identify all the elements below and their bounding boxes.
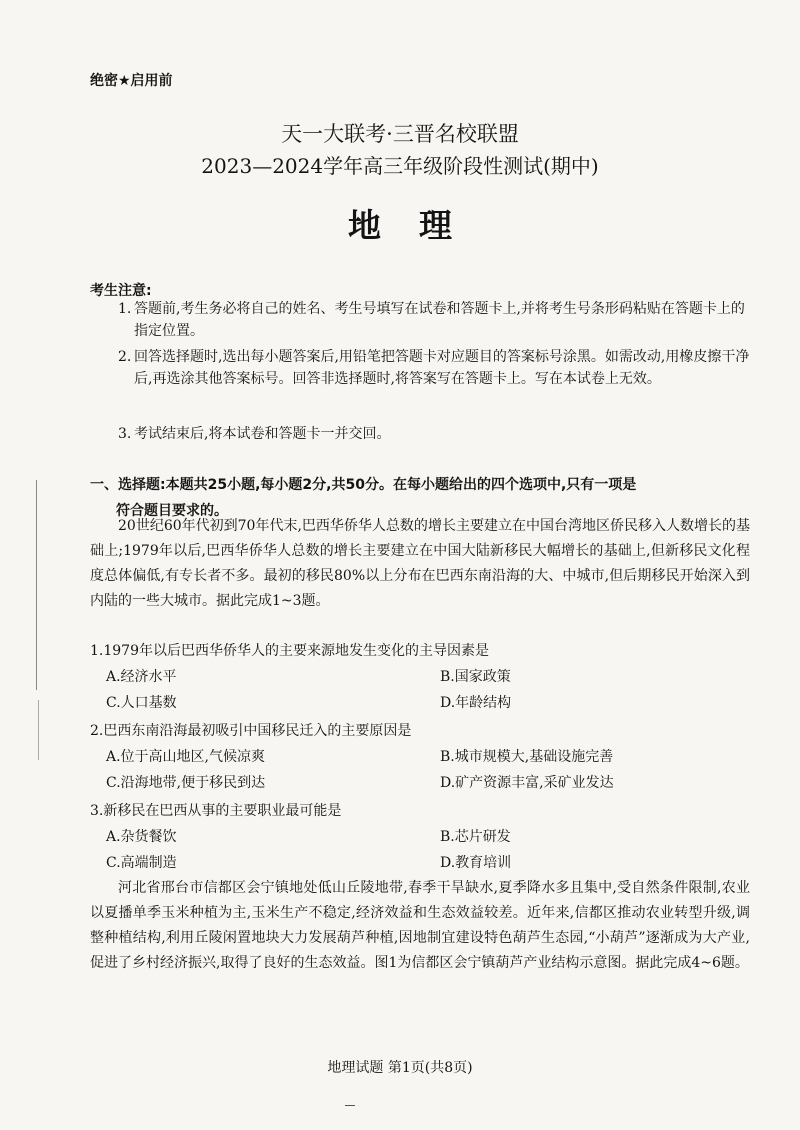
question-2-option-d: D.矿产资源丰富,采矿业发达 — [440, 775, 614, 791]
exam-title-line2: 2023—2024学年高三年级阶段性测试(期中) — [201, 154, 599, 178]
question-1-option-c: C.人口基数 — [106, 695, 177, 711]
question-2-stem: 2.巴西东南沿海最初吸引中国移民迁入的主要原因是 — [90, 723, 412, 739]
binding-margin-line — [38, 700, 39, 760]
notice-item — [118, 346, 758, 390]
passage-1: 20世纪60年代初到70年代末,巴西华侨华人总数的增长主要建立在中国台湾地区侨民移入人数增长的基础上;1979年以后,巴西华侨华人总数的增长主要建立在中国大陆新移民大幅增长的基础上,但新移民文化程度总体偏低,有专长者不多。最初的移民80%以上分布在巴西东南沿海的大、中城市,但后期移民开始深入到内陆的一些大城市。据此完成1~3题。 — [90, 518, 750, 609]
question-1-option-b: B.国家政策 — [440, 669, 511, 685]
scan-mark — [345, 1105, 355, 1106]
question-1-option-d: D.年龄结构 — [440, 695, 512, 711]
question-3-stem: 3.新移民在巴西从事的主要职业最可能是 — [90, 803, 342, 819]
notice-number: 3. — [118, 426, 132, 442]
notice-item — [118, 298, 758, 342]
notice-text: 答题前,考生务必将自己的姓名、考生号填写在试卷和答题卡上,并将考生号条形码粘贴在答题卡上的指定位置。 — [134, 301, 745, 339]
subject-title: 地理 — [348, 206, 490, 245]
page-footer: 地理试题 第1页(共8页) — [327, 1060, 473, 1076]
question-2-option-c: C.沿海地带,便于移民到达 — [106, 775, 266, 791]
binding-margin-line — [36, 480, 37, 690]
question-3-option-c: C.高端制造 — [106, 855, 177, 871]
question-3-option-d: D.教育培训 — [440, 855, 512, 871]
notice-text: 回答选择题时,选出每小题答案后,用铅笔把答题卡对应题目的答案标号涂黑。如需改动,用橡皮擦干净后,再选涂其他答案标号。回答非选择题时,将答案写在答题卡上。写在本试卷上无效。 — [134, 349, 750, 387]
section-heading-line2: 符合题目要求的。 — [116, 503, 228, 519]
passage-2: 河北省邢台市信都区会宁镇地处低山丘陵地带,春季干旱缺水,夏季降水多且集中,受自然条件限制,农业以夏播单季玉米种植为主,玉米生产不稳定,经济效益和生态效益较差。近年来,信都区推动农业转型升级,调整种植结构,利用丘陵闲置地块大力发展葫芦种植,因地制宜建设特色葫芦生态园,“小葫芦”逐渐成为大产业,促进了乡村经济振兴,取得了良好的生态效益。图1为信都区会宁镇葫芦产业结构示意图。据此完成4~6题。 — [90, 880, 750, 971]
notice-title: 考生注意: — [90, 283, 152, 299]
question-1-stem: 1.1979年以后巴西华侨华人的主要来源地发生变化的主导因素是 — [90, 643, 489, 659]
notice-item — [118, 423, 758, 445]
secret-label: 绝密★启用前 — [90, 73, 173, 89]
question-2-option-b: B.城市规模大,基础设施完善 — [440, 749, 614, 765]
question-3-option-a: A.杂货餐饮 — [106, 829, 177, 845]
section-heading-line1: 一、选择题:本题共25小题,每小题2分,共50分。在每小题给出的四个选项中,只有一项是 — [90, 477, 637, 493]
question-1-option-a: A.经济水平 — [106, 669, 177, 685]
question-2-option-a: A.位于高山地区,气候凉爽 — [106, 749, 266, 765]
notice-number: 1. — [118, 301, 132, 317]
notice-number: 2. — [118, 349, 132, 365]
question-3-option-b: B.芯片研发 — [440, 829, 511, 845]
notice-text: 考试结束后,将本试卷和答题卡一并交回。 — [134, 426, 391, 442]
exam-title-line1: 天一大联考·三晋名校联盟 — [281, 122, 519, 146]
